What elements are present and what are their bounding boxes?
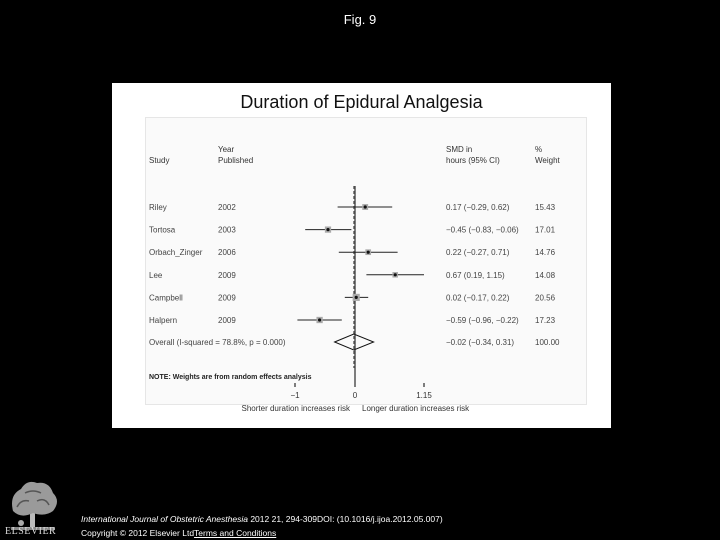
study-weight: 20.56	[535, 293, 556, 303]
point-estimate	[318, 318, 321, 321]
journal-name: International Journal of Obstetric Anesthesia	[81, 514, 248, 524]
chart-title: Duration of Epidural Analgesia	[240, 92, 483, 112]
header-study: Study	[149, 156, 170, 165]
study-weight: 14.76	[535, 248, 556, 258]
citation-details: 2012 21, 294-309DOI: (10.1016/j.ijoa.2012.05.007)	[250, 514, 443, 524]
study-weight: 15.43	[535, 203, 556, 212]
header-smd: hours (95% CI)	[446, 156, 500, 165]
x-tick-label: −1	[290, 391, 300, 400]
study-name: Tortosa	[149, 225, 176, 235]
study-ci-text: −0.59 (−0.96, −0.22)	[446, 316, 519, 325]
header-weight: %	[535, 145, 543, 154]
study-name: Lee	[149, 270, 163, 280]
header-year: Year	[218, 145, 235, 154]
forest-plot	[112, 83, 611, 428]
study-ci-text: 0.02 (−0.17, 0.22)	[446, 293, 510, 303]
study-year: 2009	[218, 293, 236, 303]
terms-link[interactable]: Terms and Conditions	[194, 528, 277, 538]
figure-label: Fig. 9	[343, 12, 377, 27]
point-estimate	[326, 228, 329, 231]
header-weight: Weight	[535, 156, 560, 165]
study-name: Riley	[149, 203, 167, 212]
copyright-text: Copyright © 2012 Elsevier Ltd	[81, 528, 195, 538]
elsevier-wordmark: ELSEVIER	[5, 526, 57, 537]
note-text: NOTE: Weights are from random effects analysis	[149, 374, 312, 381]
study-year: 2006	[218, 248, 236, 258]
x-label-left: Shorter duration increases risk	[241, 404, 350, 413]
x-tick-label: 0	[352, 391, 358, 400]
study-year: 2009	[218, 316, 236, 325]
study-name: Campbell	[149, 293, 183, 303]
point-estimate	[367, 251, 370, 254]
study-ci-text: 0.67 (0.19, 1.15)	[446, 270, 505, 280]
point-estimate	[364, 205, 367, 208]
study-weight: 17.01	[535, 225, 556, 235]
x-label-right: Longer duration increases risk	[362, 404, 470, 413]
study-year: 2003	[218, 225, 236, 235]
study-ci-text: −0.45 (−0.83, −0.06)	[446, 225, 519, 235]
overall-weight: 100.00	[535, 338, 560, 347]
study-ci-text: 0.22 (−0.27, 0.71)	[446, 248, 510, 258]
citation	[81, 514, 443, 524]
study-name: Orbach_Zinger	[149, 248, 203, 258]
overall-label: Overall (I-squared = 78.8%, p = 0.000)	[149, 338, 286, 347]
study-weight: 14.08	[535, 270, 556, 280]
study-name: Halpern	[149, 316, 178, 325]
x-tick-label: 1.15	[416, 391, 432, 400]
header-year: Published	[218, 156, 254, 165]
study-ci-text: 0.17 (−0.29, 0.62)	[446, 203, 510, 212]
study-year: 2002	[218, 203, 236, 212]
chart-panel	[112, 83, 611, 428]
study-weight: 17.23	[535, 316, 556, 325]
copyright	[81, 528, 276, 538]
study-year: 2009	[218, 270, 236, 280]
header-smd: SMD in	[446, 145, 473, 154]
point-estimate	[394, 273, 397, 276]
point-estimate	[355, 296, 358, 299]
overall-ci-text: −0.02 (−0.34, 0.31)	[446, 338, 515, 347]
